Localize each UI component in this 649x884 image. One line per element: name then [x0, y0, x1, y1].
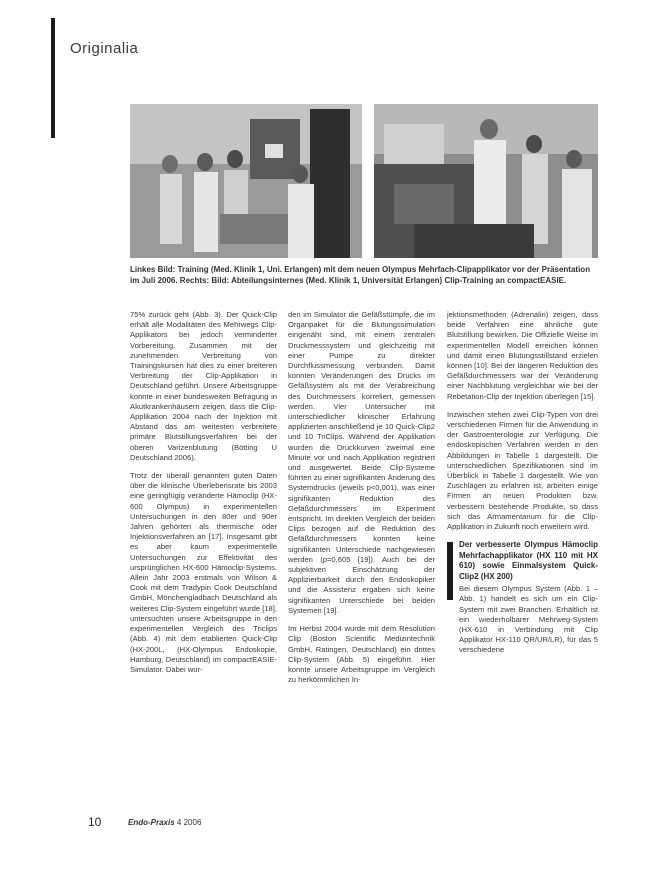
- paragraph: 75% zurück geht (Abb. 3). Der Quick-Clip erhält alle Modalitäten des Mehrwegs Clip-Applikators bei jedoch verminderter Vorbereitung. Zusammen mit der zunehmenden Verbreitung von Trainingskursen hat dies zu einer breiteren Verbreitung der Clip-Applikation in Deutschland geführt. Unsere Arbeitsgruppe konnte in einer bundesweiten Befragung in Akutkrankenhäusern zeigen, dass die Clip-Applikation 2004 nach der Injektion mit Abstand das am weitesten verbreitete primäre Blutstillungsverfahren bei der oberen Varizenblutung (Bötting U Deutschland 2006).: [130, 310, 277, 462]
- text-column-2: [288, 310, 435, 693]
- highlight-box: [447, 540, 598, 655]
- photo-training-left: [130, 104, 362, 258]
- journal-issue: 4 2006: [176, 818, 202, 827]
- box-text: Bei diesem Olympus System (Abb. 1 – Abb. 1) handelt es sich um ein Clip-System mit zwei Branchen. Erhältlich ist ein wiederholbarer Mehrweg-System (HX-610 in Verbindung mit Clip Applikator HX-110 QR/UR/LR), für das 5 verschiedene: [459, 584, 598, 655]
- box-marker-bar: [447, 542, 453, 600]
- paragraph: den im Simulator die Gefäßstümpfe, die im Organpaket für die Blutungssimulation eingenäht sind, mit einem zentralen Druckmesssystem und gleichzeitig mit einer Pumpe zu direkter Durchflussmessung verbunden. Damit konnten Veränderungen des Drucks im Gefäßsystem als mit der Verabreichung des Durchmessers korreliert, gemessen werden. Vier Untersucher mit unterschiedlicher klinischer Erfahrung applizierten anschließend je 10 Quick-Clip2 und 10 TriClips. Während der Applikation wurden die Druckkurven zweimal eine Minute vor und nach Applikation registriert und ausgewertet. Beide Clip-Systeme führten zu einer signifikanten Änderung des Systemdrucks (jeweils p<0,001), was einer signifikanten Reduktion des Gefäßdurchmessers im Experiment entspricht. Im direkten Vergleich der beiden Clips bezogen auf die Reduktion des Gefäßdurchmessers konnten keine signifikanten Unterschiede nachgewiesen werden (p=0,605 [19]). Auch bei der subjektiven Einschätzung der Applizierbarkeit durch den Endoskopiker und die Assistenz ergaben sich keine signifikanten Unterschiede bei beiden Systemen [19].: [288, 310, 435, 615]
- text-column-3: [447, 310, 598, 656]
- paragraph: jektionsmethoden (Adrenalin) zeigen, dass beide Verfahren eine ähnliche gute Blutstillung bewirken. Die Offizielle Weise im experimentellen Modell erreichen können und damit einen Blutungsstillstand erzielen können [10]. Bei der längeren Reduktion des Gefäßdurchmessers war der Veränderung einer Nachblutung vergleichbar wie bei der Rebetation-Clip der Injektion überlegen [15].: [447, 310, 598, 401]
- paragraph: Im Herbst 2004 wurde mit dem Resolution Clip (Boston Scientific Medizintechnik GmbH, Ratingen, Deutschland) ein drittes Clip-System (Abb. 5) eingeführt. Hier konnte unsere Arbeitsgruppe im Vergleich zu herkömmlichen In-: [288, 624, 435, 685]
- page-number: 10: [88, 815, 102, 829]
- box-title: Der verbesserte Olympus Hämoclip Mehrfachapplikator (HX 110 mit HX 610) sowie Einmalsystem Quick-Clip2 (HX 200): [459, 540, 598, 581]
- photo-training-right: [374, 104, 598, 258]
- text-column-1: [130, 310, 277, 683]
- left-margin-bar: [51, 18, 55, 138]
- figure-caption: Linkes Bild: Training (Med. Klinik 1, Uni. Erlangen) mit dem neuen Olympus Mehrfach-Clipapplikator vor der Präsentation im Juli 2006. Rechts: Bild: Abteilungsinternes (Med. Klinik 1, Universität Erlangen) Clip-Training an compactEASIE.: [130, 265, 591, 285]
- section-label: Originalia: [70, 40, 139, 57]
- journal-name: Endo-Praxis: [128, 818, 175, 827]
- journal-footer: [128, 818, 201, 827]
- paragraph: Trotz der überall genannten guten Daten über die klinische Überlebensrate bis 2003 eine geringfügig veränderte Hämoclip (HX-600 Olympus) in experimentellen Untersuchungen in den 80er und 90er Jahren gehörten als thermische oder Injektionsverfahren an [17]. Insgesamt gibt es aber kaum experimentelle Untersuchungen zur Effektivität des ursprünglichen HX-600 Hämoclip-Systems. Allein Jahr 2003 erstmals von Wilson & Cook mit dem Tradypin Cook Deutschland GmbH, Mönchengladbach Deutschland als weiteres Clip-System eingeführt wurde [18], untersuchten unsere Arbeitsgruppe in den experimentellen Vergleich des Triclips (Abb. 4) mit dem etablierten Quick-Clip (HX-200L, (HX-Olympus Endoskopie, Hamburg, Deutschland) im compactEASIE-Simulator. Dabei wur-: [130, 471, 277, 674]
- paragraph: Inzwischen stehen zwei Clip-Typen von drei verschiedenen Firmen für die Anwendung in der Gastroenterologie zur Verfügung. Die endoskopischen Verfahren werden in den Abbildungen in Tabelle 1 dargestellt. Die unterschiedlichen Spezifikationen sind im Überblick in Tabelle 1 dargestellt. Wie von Zuschlägen zu erfahren ist, arbeiten einige Firmen an neuen Produkten bzw. verbessern bestehende Produkte, so dass sich das Armamentarium für die Clip-Applikation in Zukunft noch erweitern wird.: [447, 409, 598, 532]
